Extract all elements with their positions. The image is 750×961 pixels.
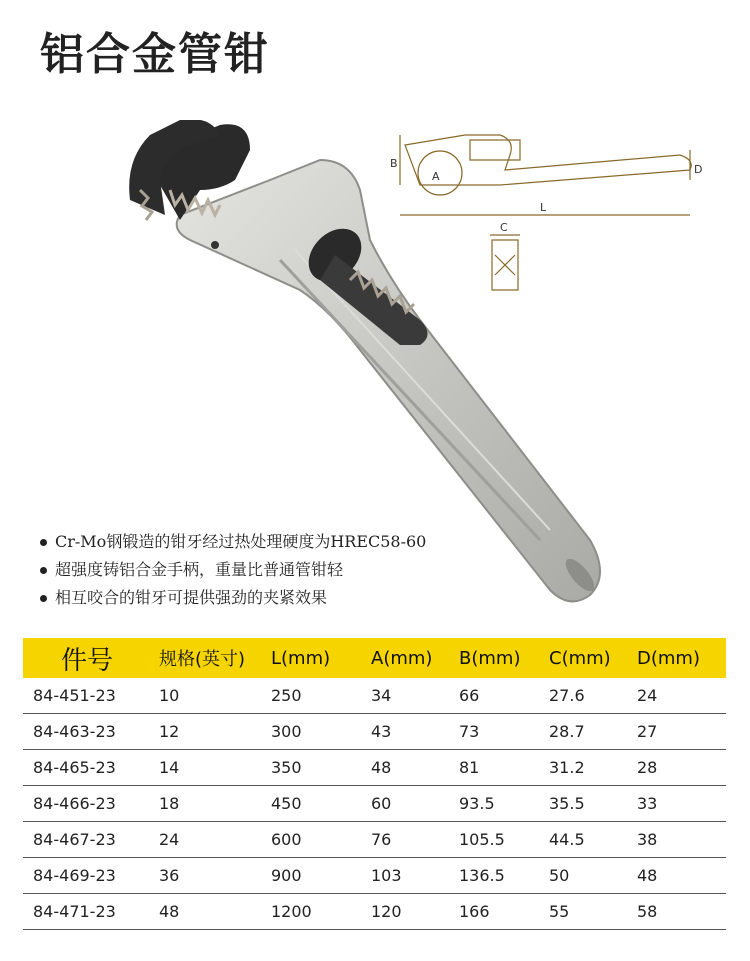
cell-a: 60 [371,786,459,822]
cell-part-no: 84-463-23 [23,714,159,750]
cell-size: 14 [159,750,271,786]
table-row [23,714,726,750]
cell-c: 31.2 [549,750,637,786]
cell-d: 33 [637,786,726,822]
cell-l: 900 [271,858,371,894]
cell-a: 34 [371,678,459,714]
table-row [23,894,726,930]
cell-part-no: 84-466-23 [23,786,159,822]
cell-part-no: 84-471-23 [23,894,159,930]
label-c: C [500,221,508,234]
cell-l: 1200 [271,894,371,930]
cell-c: 27.6 [549,678,637,714]
cell-l: 300 [271,714,371,750]
feature-item [40,528,426,556]
bullet-icon [40,539,47,546]
label-b: B [390,157,398,170]
table-row [23,822,726,858]
feature-text: 超强度铸铝合金手柄，重量比普通管钳轻 [55,560,344,579]
bullet-icon [40,567,47,574]
cell-size: 48 [159,894,271,930]
cell-d: 58 [637,894,726,930]
cell-a: 120 [371,894,459,930]
cell-size: 24 [159,822,271,858]
cell-c: 35.5 [549,786,637,822]
cell-b: 73 [459,714,549,750]
cell-l: 450 [271,786,371,822]
cell-b: 93.5 [459,786,549,822]
header-l: L(mm) [271,647,331,669]
cell-d: 28 [637,750,726,786]
table-row [23,786,726,822]
cell-d: 48 [637,858,726,894]
cell-b: 166 [459,894,549,930]
cell-size: 12 [159,714,271,750]
table-row [23,678,726,714]
cell-a: 103 [371,858,459,894]
cell-d: 27 [637,714,726,750]
cell-b: 136.5 [459,858,549,894]
cell-part-no: 84-467-23 [23,822,159,858]
table-row [23,750,726,786]
dimension-diagram [380,125,710,300]
feature-item [40,584,426,612]
cell-size: 18 [159,786,271,822]
header-b: B(mm) [459,647,521,669]
header-size: 规格(英寸) [159,649,246,670]
label-a: A [432,170,440,183]
cell-l: 350 [271,750,371,786]
page-title: 铝合金管钳 [40,29,270,80]
cell-size: 10 [159,678,271,714]
cell-b: 81 [459,750,549,786]
cell-a: 48 [371,750,459,786]
cell-part-no: 84-465-23 [23,750,159,786]
cell-c: 50 [549,858,637,894]
cell-size: 36 [159,858,271,894]
spec-table [23,638,726,930]
cell-c: 44.5 [549,822,637,858]
cell-b: 66 [459,678,549,714]
cell-c: 55 [549,894,637,930]
header-c: C(mm) [549,647,611,669]
cell-a: 43 [371,714,459,750]
feature-text: Cr-Mo钢锻造的钳牙经过热处理硬度为HREC58-60 [55,532,427,551]
cell-d: 24 [637,678,726,714]
table-row [23,858,726,894]
feature-list [40,528,426,612]
cell-l: 600 [271,822,371,858]
label-d: D [694,163,703,176]
cell-b: 105.5 [459,822,549,858]
cell-part-no: 84-451-23 [23,678,159,714]
cell-l: 250 [271,678,371,714]
header-d: D(mm) [637,647,700,669]
cell-c: 28.7 [549,714,637,750]
cell-d: 38 [637,822,726,858]
feature-item [40,556,426,584]
header-part-no: 件号 [61,645,114,676]
cell-a: 76 [371,822,459,858]
feature-text: 相互咬合的钳牙可提供强劲的夹紧效果 [55,588,328,607]
header-a: A(mm) [371,647,433,669]
bullet-icon [40,595,47,602]
cell-part-no: 84-469-23 [23,858,159,894]
table-header-row [23,638,726,678]
label-l: L [540,201,547,214]
